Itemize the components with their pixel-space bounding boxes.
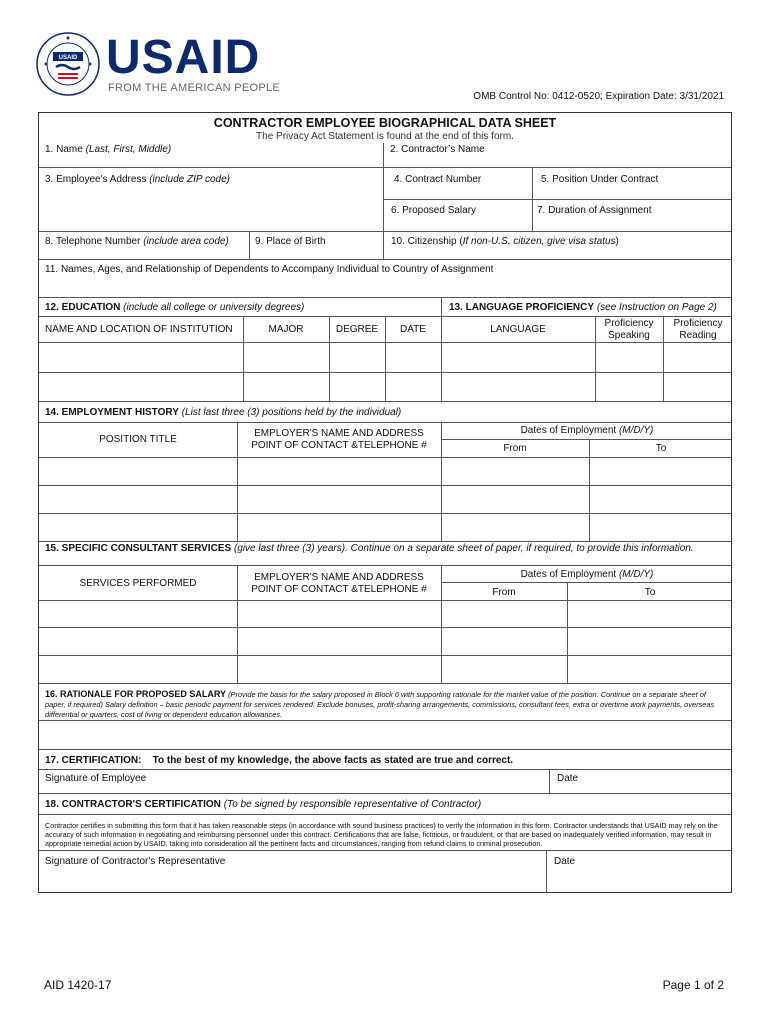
col-language: LANGUAGE bbox=[490, 324, 546, 335]
biographical-form bbox=[38, 112, 732, 893]
col-to: To bbox=[655, 443, 667, 454]
col-proficiency-speaking: Proficiency Speaking bbox=[604, 318, 654, 341]
col-dates-employment: Dates of Employment (M/D/Y) bbox=[520, 425, 654, 436]
col-date: DATE bbox=[400, 324, 426, 335]
svg-text:USAID: USAID bbox=[58, 55, 78, 61]
form-subtitle: The Privacy Act Statement is found at the end of this form. bbox=[256, 131, 514, 142]
col-institution: NAME AND LOCATION OF INSTITUTION bbox=[45, 324, 233, 335]
contractor-cert-text: Contractor certifies in submitting this form that it has taken reasonable steps (in accordance with sound business practices) to verify the information in this form. Contractor understands that USAID may rely on the accuracy of such information in negotiating and reimbursing personnel under this contract. Certifications that are false, fictitious, or fraudulent, or that are based on inadequately verified information, may result in appropriate remedial action by USAID, taking into consideration all the pertinent facts and circumstances, ranging from refund claims to criminal prosecution. bbox=[45, 821, 718, 848]
page-number: Page 1 of 2 bbox=[662, 978, 724, 992]
field-telephone[interactable]: 8. Telephone Number (include area code) bbox=[45, 236, 229, 247]
date-contractor[interactable]: Date bbox=[554, 856, 576, 867]
field-duration[interactable]: 7. Duration of Assignment bbox=[537, 205, 652, 216]
field-position[interactable]: 5. Position Under Contract bbox=[541, 174, 659, 185]
omb-control: OMB Control No: 0412-0520; Expiration Date: 3/31/2021 bbox=[473, 91, 724, 102]
col-to-2: To bbox=[644, 587, 656, 598]
col-major: MAJOR bbox=[268, 324, 304, 335]
field-contractor-name[interactable]: 2. Contractor’s Name bbox=[390, 144, 485, 155]
section-language: 13. LANGUAGE PROFICIENCY (see Instruction on Page 2) bbox=[449, 302, 717, 313]
col-degree: DEGREE bbox=[335, 324, 379, 335]
signature-employee[interactable]: Signature of Employee bbox=[45, 773, 147, 784]
section-rationale: 16. RATIONALE FOR PROPOSED SALARY (Provide the basis for the salary proposed in Block 6 with supporting rationale for the market value of the position. Continue on a separate sheet of paper, if required) Salary definition – basic periodic payment for services rendered. Exclude bonuses, profit-sharing arrangements, commissions, consultant fees, extra or overtime work payments, overseas differential or quarters, cost of living or dependent education allowances. bbox=[45, 689, 715, 719]
field-name[interactable]: 1. Name (Last, First, Middle) bbox=[45, 144, 172, 155]
col-services: SERVICES PERFORMED bbox=[79, 578, 197, 589]
section-certification: 17. CERTIFICATION: To the best of my knowledge, the above facts as stated are true and correct. bbox=[45, 755, 514, 766]
date-employee[interactable]: Date bbox=[557, 773, 579, 784]
field-address[interactable]: 3. Employee's Address (include ZIP code) bbox=[45, 174, 230, 185]
field-citizenship[interactable]: 10. Citizenship (If non-U.S. citizen, give visa status) bbox=[391, 236, 619, 247]
col-proficiency-reading: Proficiency Reading bbox=[673, 318, 723, 341]
signature-contractor-rep[interactable]: Signature of Contractor's Representative bbox=[45, 856, 226, 867]
form-title: CONTRACTOR EMPLOYEE BIOGRAPHICAL DATA SHEET bbox=[213, 116, 557, 130]
section-education: 12. EDUCATION (include all college or university degrees) bbox=[45, 302, 305, 313]
section-employment: 14. EMPLOYMENT HISTORY (List last three (3) positions held by the individual) bbox=[45, 407, 402, 418]
field-proposed-salary[interactable]: 6. Proposed Salary bbox=[391, 205, 477, 216]
section-contractor-cert: 18. CONTRACTOR'S CERTIFICATION (To be signed by responsible representative of Contractor) bbox=[45, 799, 482, 810]
col-position-title: POSITION TITLE bbox=[99, 434, 177, 445]
col-employer: EMPLOYER'S NAME AND ADDRESS POINT OF CONTACT &TELEPHONE # bbox=[251, 428, 427, 451]
col-employer-2: EMPLOYER'S NAME AND ADDRESS POINT OF CONTACT &TELEPHONE # bbox=[251, 572, 427, 595]
form-id: AID 1420-17 bbox=[44, 978, 112, 992]
usaid-seal-icon bbox=[36, 32, 100, 96]
field-dependents[interactable]: 11. Names, Ages, and Relationship of Dependents to Accompany Individual to Country of Assignment bbox=[45, 264, 494, 275]
field-place-of-birth[interactable]: 9. Place of Birth bbox=[255, 236, 326, 247]
col-dates-consultant: Dates of Employment (M/D/Y) bbox=[520, 569, 654, 580]
field-contract-number[interactable]: 4. Contract Number bbox=[394, 174, 482, 185]
col-from: From bbox=[503, 443, 527, 454]
section-consultant: 15. SPECIFIC CONSULTANT SERVICES (give last three (3) years). Continue on a separate sheet of paper, if required, to provide this information. bbox=[45, 543, 694, 554]
col-from-2: From bbox=[492, 587, 516, 598]
tagline: FROM THE AMERICAN PEOPLE bbox=[108, 82, 281, 94]
usaid-logo: USAID bbox=[106, 31, 261, 84]
